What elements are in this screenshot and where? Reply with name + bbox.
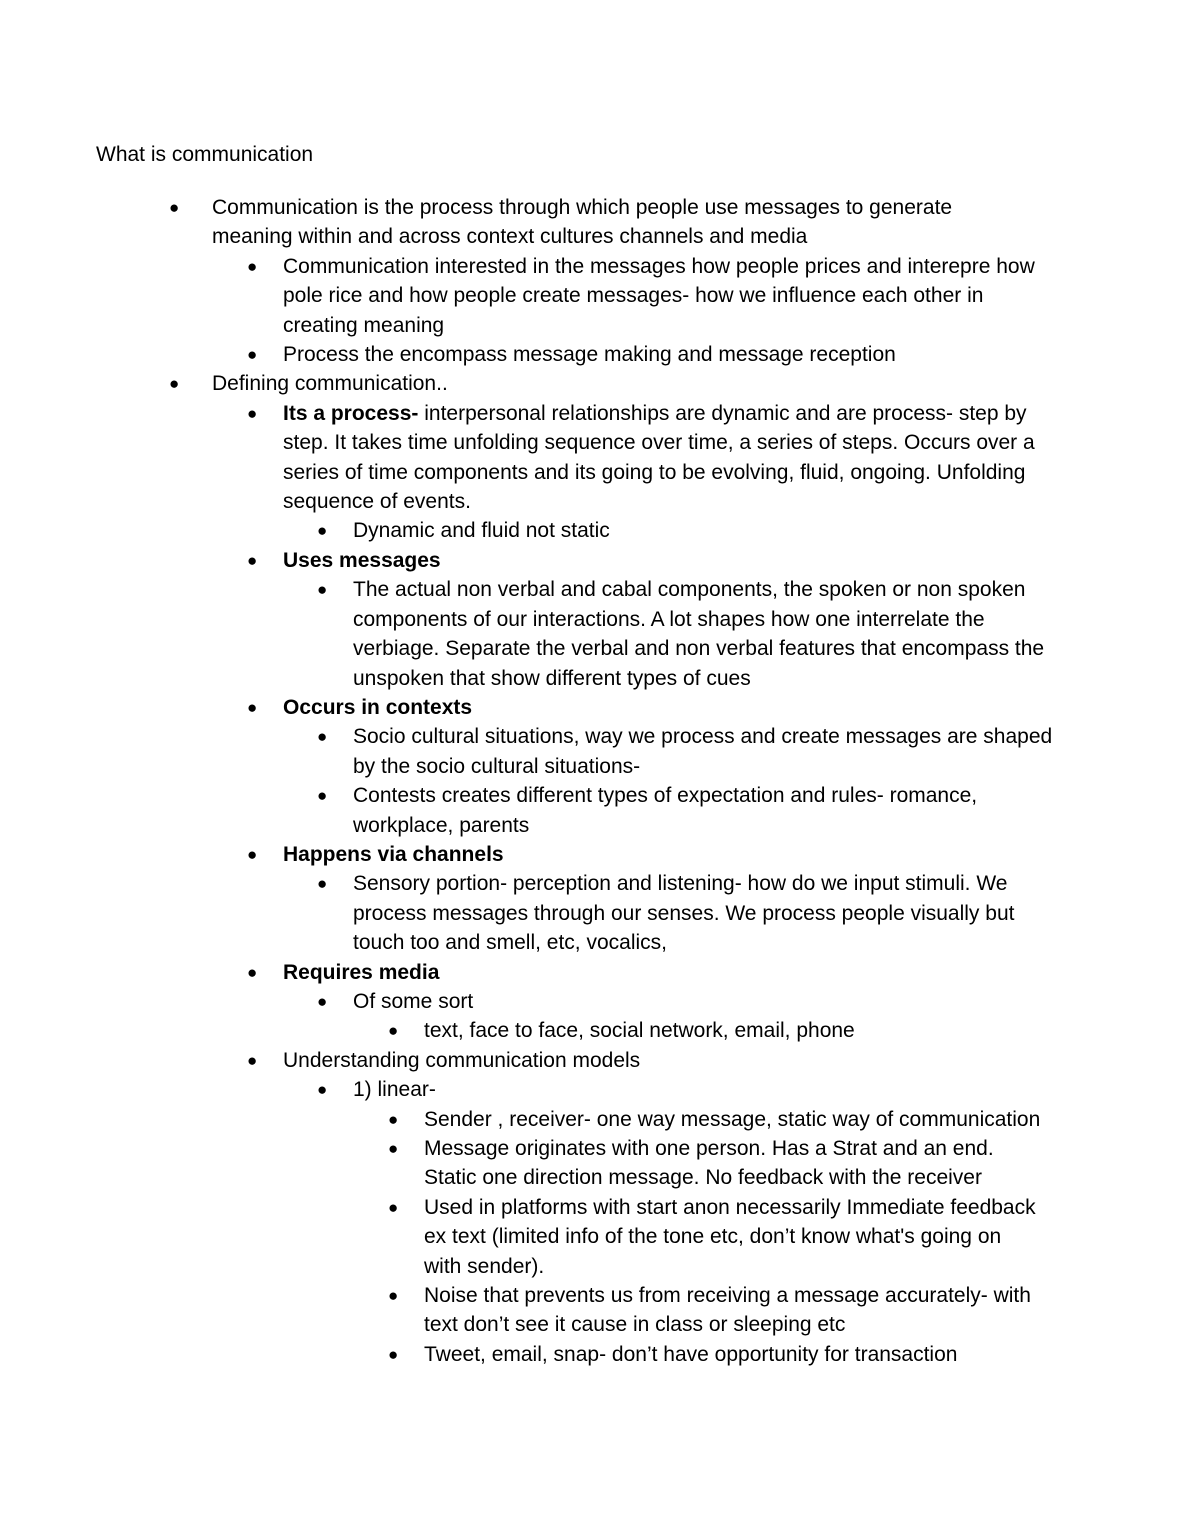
bullet-icon: ● [317,1080,328,1100]
bullet-icon: ● [317,580,328,600]
list-item [388,1340,1044,1369]
list-item [247,252,1063,340]
list-item [388,1193,1044,1281]
list-item [247,1046,1063,1075]
list-item [169,369,1012,398]
list-item [388,1134,1044,1193]
list-item-heading: Its a process- [283,401,419,425]
bullet-icon: ● [247,697,258,717]
list-item [247,399,1063,517]
list-item-text: Message originates with one person. Has a Strat and an end. Static one direction message. No feedback with the receiver [424,1137,994,1190]
bullet-icon: ● [247,256,258,276]
list-item [388,1281,1044,1340]
list-item-text: Communication is the process through which people use messages to generate meaning within and across context cultures channels and media [212,196,953,249]
bullet-icon: ● [317,786,328,806]
list-item [317,987,1063,1016]
bullet-list [0,193,1063,1369]
list-item-heading: Occurs in contexts [283,695,473,719]
bullet-icon: ● [247,844,258,864]
list-item-text: Tweet, email, snap- don’t have opportunity for transaction [424,1342,958,1366]
bullet-icon: ● [169,198,180,217]
bullet-icon: ● [388,1139,399,1158]
list-item-heading: Uses messages [283,548,441,572]
list-item [317,781,1063,840]
list-item [247,840,1063,869]
list-item-text: Sensory portion- perception and listening- how do we input stimuli. We process messages through our senses. We process people visually but touch too and smell, etc, vocalics, [353,872,1015,955]
bullet-icon: ● [388,1286,399,1306]
list-item-text: Defining communication.. [212,372,448,396]
list-item [317,869,1063,957]
list-item-text: Communication interested in the messages how people prices and interepre how pole rice and how people create messages- how we influence each other in creating meaning [283,254,1035,337]
bullet-icon: ● [247,403,258,423]
list-item-text: Used in platforms with start anon necessarily Immediate feedback ex text (limited info of the tone etc, don’t know what's going on with sender). [424,1195,1036,1278]
list-item [317,1075,1063,1104]
bullet-icon: ● [388,1344,399,1364]
bullet-icon: ● [247,550,258,570]
bullet-icon: ● [388,1197,399,1217]
bullet-icon: ● [247,962,258,982]
list-item-text: The actual non verbal and cabal components, the spoken or non spoken components of our interactions. A lot shapes how one interrelate the verbiage. Separate the verbal and non verbal features that encompass the unspoken that show different types of cues [353,578,1045,690]
bullet-icon: ● [388,1021,399,1041]
list-item [247,693,1063,722]
list-item [317,516,1063,545]
bullet-icon: ● [317,991,328,1011]
list-item [317,575,1063,693]
list-item [388,1105,1044,1134]
list-item-text: text, face to face, social network, email, phone [424,1019,855,1043]
list-item-text: Socio cultural situations, way we process and create messages are shaped by the socio cultural situations- [353,725,1053,778]
list-item [247,340,1063,369]
list-item-text: Of some sort [353,989,474,1013]
list-item-text: 1) linear- [353,1078,436,1102]
list-item-text: Process the encompass message making and message reception [283,343,896,367]
list-item [388,1016,1044,1045]
bullet-icon: ● [317,521,328,541]
list-item [247,958,1063,987]
bullet-icon: ● [247,1050,258,1070]
bullet-icon: ● [317,874,328,894]
list-item-text: Noise that prevents us from receiving a message accurately- with text don’t see it cause in class or sleeping etc [424,1284,1031,1337]
list-item-heading: Happens via channels [283,842,504,866]
list-item-text: Dynamic and fluid not static [353,519,610,543]
list-item-text: Sender , receiver- one way message, static way of communication [424,1107,1041,1131]
list-item-heading: Requires media [283,960,440,984]
bullet-icon: ● [388,1109,399,1129]
bullet-icon: ● [317,727,328,747]
list-item-text: Understanding communication models [283,1048,641,1072]
list-item [169,193,1012,252]
list-item [317,722,1063,781]
document-title: What is communication [96,143,314,166]
list-item-text: Contests creates different types of expectation and rules- romance, workplace, parents [353,784,978,837]
bullet-icon: ● [247,345,258,365]
bullet-icon: ● [169,374,180,394]
list-item [247,546,1063,575]
list-item-text: interpersonal relationships are dynamic and are process- step by step. It takes time unfolding sequence over time, a series of steps. Occurs over a series of time components and its going to be evolving, fluid, ongoing. Unfolding sequence of events. [283,401,1035,514]
